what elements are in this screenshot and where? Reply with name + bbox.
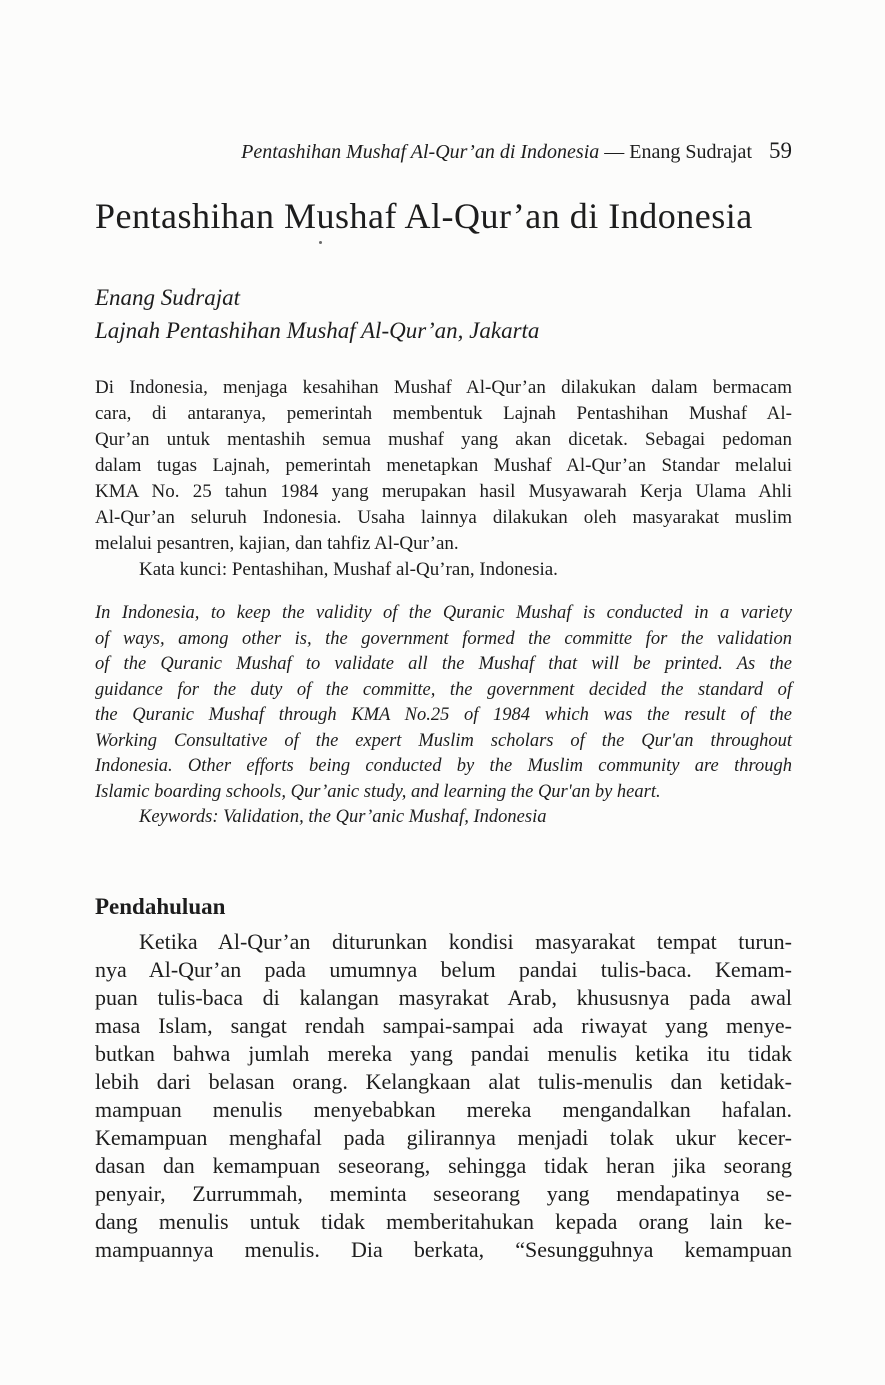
article-title: Pentashihan Mushaf Al-Qur’an di Indonesia	[95, 196, 753, 236]
text-line: KMA No. 25 tahun 1984 yang merupakan hasil Musyawarah Kerja Ulama Ahli	[95, 481, 792, 502]
text-line: Working Consultative of the expert Muslim scholars of the Qur'an throughout	[95, 730, 792, 751]
text-line: masa Islam, sangat rendah sampai-sampai ada riwayat yang menye-	[95, 1012, 792, 1038]
text-line: the Quranic Mushaf through KMA No.25 of 1984 which was the result of the	[95, 705, 792, 725]
text-line: mampuan menulis menyebabkan mereka mengandalkan hafalan.	[95, 1096, 792, 1122]
text-line: Qur’an untuk mentashih semua mushaf yang akan dicetak. Sebagai pedoman	[95, 429, 792, 450]
keywords-english: Keywords: Validation, the Qur’anic Mushaf, Indonesia	[139, 807, 547, 827]
text-line: butkan bahwa jumlah mereka yang pandai menulis ketika itu tidak	[95, 1040, 792, 1066]
section-heading-pendahuluan: Pendahuluan	[95, 893, 226, 919]
text-line: penyair, Zurrummah, meminta seseorang yang mendapatinya se-	[95, 1180, 792, 1206]
abstract-indonesian-lines	[95, 375, 792, 531]
text-block	[95, 0, 792, 1264]
running-header	[95, 0, 792, 164]
author-name: Enang Sudrajat	[95, 285, 241, 310]
text-line: dang menulis untuk tidak memberitahukan kepada orang lain ke-	[95, 1208, 792, 1234]
text-line: Di Indonesia, menjaga kesahihan Mushaf Al-Qur’an dilakukan dalam bermacam	[95, 377, 792, 398]
keywords-indonesian: Kata kunci: Pentashihan, Mushaf al-Qu’ran, Indonesia.	[139, 559, 558, 580]
abstract-english	[95, 601, 792, 831]
author-affiliation: Lajnah Pentashihan Mushaf Al-Qur’an, Jakarta	[95, 318, 540, 343]
text-line: of the Quranic Mushaf to validate all the Mushaf that will be printed. As the	[95, 654, 792, 674]
text-line: lebih dari belasan orang. Kelangkaan alat tulis-menulis dan ketidak-	[95, 1068, 792, 1094]
body-first-line: Ketika Al-Qur’an diturunkan kondisi masyarakat tempat turun-	[139, 928, 792, 954]
abstract-english-last-line: Islamic boarding schools, Qur’anic study, and learning the Qur'an by heart.	[95, 781, 661, 802]
text-line: Al-Qur’an seluruh Indonesia. Usaha lainnya dilakukan oleh masyarakat muslim	[95, 507, 792, 528]
abstract-indonesian	[95, 375, 792, 583]
body-lines	[95, 956, 792, 1264]
text-line: dasan dan kemampuan seseorang, sehingga tidak heran jika seorang	[95, 1152, 792, 1178]
running-header-journal-title: Pentashihan Mushaf Al-Qur’an di Indonesia	[241, 141, 600, 163]
body-paragraph	[95, 928, 792, 1264]
running-header-author: — Enang Sudrajat	[604, 141, 752, 163]
text-line: mampuannya menulis. Dia berkata, “Sesungguhnya kemampuan	[95, 1236, 792, 1262]
abstract-english-lines	[95, 601, 792, 780]
byline	[95, 281, 792, 347]
text-line: guidance for the duty of the committe, the government decided the standard of	[95, 679, 792, 700]
page-number: 59	[769, 138, 792, 163]
text-line: Kemampuan menghafal pada gilirannya menjadi tolak ukur kecer-	[95, 1124, 792, 1150]
abstract-indonesian-last-line: melalui pesantren, kajian, dan tahfiz Al-Qur’an.	[95, 533, 459, 554]
scan-speck-artifact	[319, 241, 322, 244]
text-line: dalam tugas Lajnah, pemerintah menetapkan Mushaf Al-Qur’an Standar melalui	[95, 455, 792, 476]
text-line: In Indonesia, to keep the validity of the Quranic Mushaf is conducted in a variety	[95, 603, 792, 623]
text-line: puan tulis-baca di kalangan masyrakat Arab, khususnya pada awal	[95, 984, 792, 1010]
text-line: of ways, among other is, the government formed the committe for the validation	[95, 628, 792, 649]
text-line: Indonesia. Other efforts being conducted by the Muslim community are through	[95, 756, 792, 776]
text-line: nya Al-Qur’an pada umumnya belum pandai tulis-baca. Kemam-	[95, 956, 792, 982]
text-line: cara, di antaranya, pemerintah membentuk Lajnah Pentashihan Mushaf Al-	[95, 403, 792, 424]
